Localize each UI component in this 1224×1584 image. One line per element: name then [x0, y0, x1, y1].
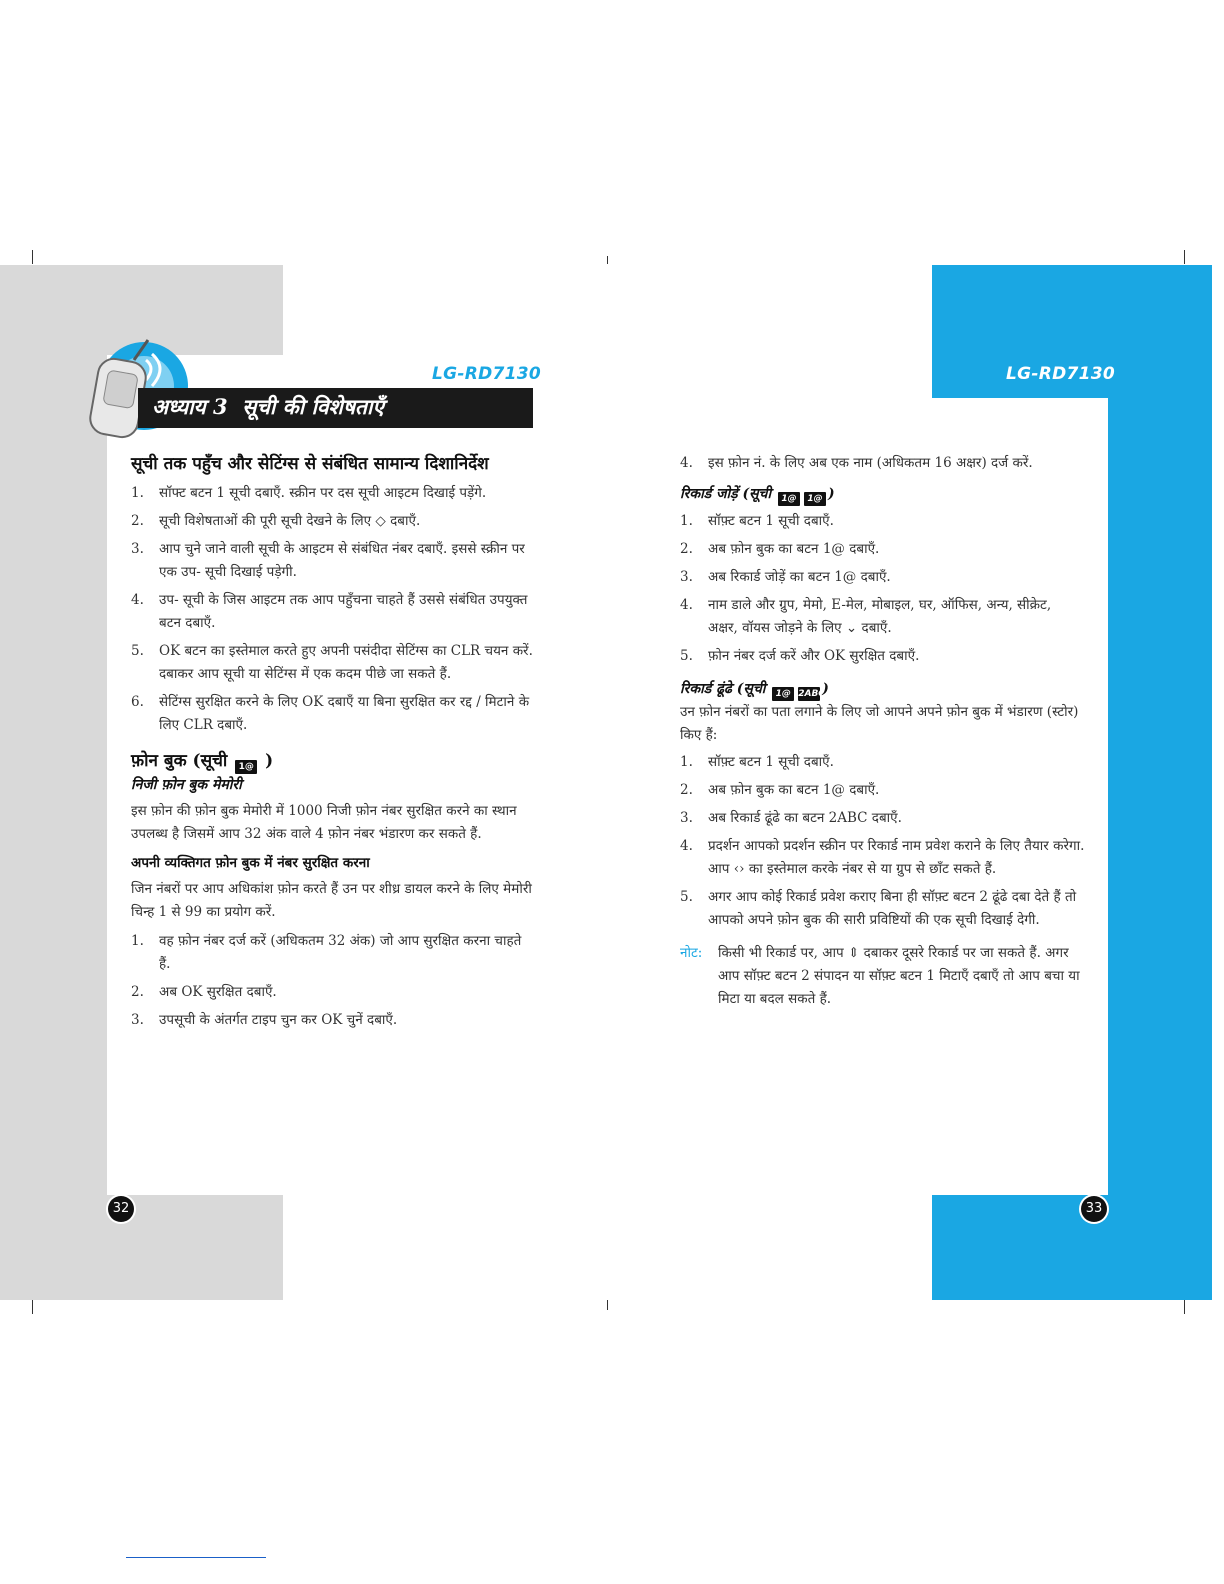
- key-1-icon: 1@: [778, 492, 800, 506]
- list-item: 4. प्रदर्शन आपको प्रदर्शन स्क्रीन पर रिकार्ड नाम प्रवेश कराने के लिए तैयार करेगा. आप ‹› का इस्तेमाल करके नंबर से या ग्रुप से छाँट सकते हैं.: [680, 838, 1085, 877]
- add-record-heading: रिकार्ड जोड़ें (सूची 1@ 1@ ): [680, 486, 835, 504]
- right-side-band: [1108, 398, 1212, 1300]
- model-label-right: LG-RD7130: [1006, 364, 1116, 384]
- crop-mark: [32, 250, 33, 264]
- crop-mark: [1184, 1300, 1185, 1314]
- chapter-title: अध्याय 3 सूची की विशेषताएँ: [152, 394, 384, 419]
- note-text: किसी भी रिकार्ड पर, आप ⇕ दबाकर दूसरे रिकार्ड पर जा सकते हैं. अगर आप सॉफ़्ट बटन 2 संपादन या सॉफ़्ट बटन 1 मिटाएँ दबाएँ तो आप बचा या मिटा या बदल सकते हैं.: [718, 945, 1080, 1007]
- list-item: 4. उप- सूची के जिस आइटम तक आप पहुँचना चाहते हैं उससे संबंधित उपयुक्त बटन दबाएँ.: [131, 592, 528, 631]
- list-item: 1. सॉफ्ट बटन 1 सूची दबाएँ. स्क्रीन पर दस सूची आइटम दिखाई पड़ेंगे.: [131, 485, 487, 501]
- list-item: 4. इस फ़ोन नं. के लिए अब एक नाम (अधिकतम 16 अक्षर) दर्ज करें.: [680, 455, 1033, 471]
- crop-mark: [1184, 250, 1185, 264]
- list-item: 3. अब रिकार्ड ढूंढे का बटन 2ABC दबाएँ.: [680, 810, 902, 826]
- chapter-title-bar: [138, 388, 533, 428]
- key-1-icon: 1@: [235, 760, 257, 774]
- continued-step-list: [680, 452, 1085, 475]
- list-item: 3. आप चुने जाने वाली सूची के आइटम से संबंधित नंबर दबाएँ. इससे स्क्रीन पर एक उप- सूची दिखाई पड़ेगी.: [131, 541, 525, 580]
- right-column: [680, 452, 1085, 1011]
- list-item: 3. अब रिकार्ड जोड़ें का बटन 1@ दबाएँ.: [680, 569, 891, 585]
- note-block: [680, 942, 1085, 1011]
- list-item: 6. सेटिंग्स सुरक्षित करने के लिए OK दबाएँ या बिना सुरक्षित कर रद्द / मिटाने के लिए CLR दबाएँ.: [131, 694, 530, 733]
- list-item: 1. सॉफ़्ट बटन 1 सूची दबाएँ.: [680, 513, 834, 529]
- key-1-icon: 1@: [772, 687, 794, 701]
- save-number-heading: अपनी व्यक्तिगत फ़ोन बुक में नंबर सुरक्षित करना: [131, 855, 370, 871]
- find-record-heading: रिकार्ड ढूंढे (सूची 1@ 2ABC): [680, 681, 829, 699]
- list-item: 5. अगर आप कोई रिकार्ड प्रवेश कराए बिना ही सॉफ़्ट बटन 2 ढूंढे दबा देते हैं तो आपको अपने फ़ोन बुक की सारी प्रविष्टियों की एक सूची दिखाई देगी.: [680, 889, 1077, 928]
- right-bottom-band: [932, 1195, 1212, 1300]
- list-item: 1. वह फ़ोन नंबर दर्ज करें (अधिकतम 32 अंक) जो आप सुरक्षित करना चाहते हैं.: [131, 933, 522, 972]
- note-label: नोट:: [680, 945, 703, 961]
- private-memory-heading: निजी फ़ोन बुक मेमोरी: [131, 777, 242, 793]
- list-item: 5. OK बटन का इस्तेमाल करते हुए अपनी पसंदीदा सेटिंग्स का CLR चयन करें. दबाकर आप सूची या सेटिंग्स में एक कदम पीछे जा सकते हैं.: [131, 643, 533, 682]
- list-item: 1. सॉफ़्ट बटन 1 सूची दबाएँ.: [680, 754, 834, 770]
- fold-mark: [607, 256, 608, 264]
- list-item: 5. फ़ोन नंबर दर्ज करें और OK सुरक्षित दबाएँ.: [680, 648, 920, 664]
- private-memory-text: इस फ़ोन की फ़ोन बुक मेमोरी में 1000 निजी फ़ोन नंबर सुरक्षित करने का स्थान उपलब्ध है जिसमें आप 32 अंक वाले 4 फ़ोन नंबर भंडारण कर सकते हैं.: [131, 803, 517, 842]
- list-item: 2. अब फ़ोन बुक का बटन 1@ दबाएँ.: [680, 782, 880, 798]
- model-label-left: LG-RD7130: [432, 364, 542, 384]
- save-steps-list: [131, 930, 534, 1032]
- key-2-icon: 2ABC: [798, 689, 825, 699]
- page-number-right: 33: [1081, 1196, 1107, 1222]
- save-number-text: जिन नंबरों पर आप अधिकांश फ़ोन करते हैं उन पर शीध्र डायल करने के लिए मेमोरी चिन्ह 1 से 99 का प्रयोग करें.: [131, 881, 532, 920]
- settings-steps-list: [131, 482, 534, 737]
- list-item: 2. अब OK सुरक्षित दबाएँ.: [131, 984, 277, 1000]
- page-number-left: 32: [108, 1196, 134, 1222]
- footer-rule: [126, 1557, 266, 1558]
- find-record-intro: उन फ़ोन नंबरों का पता लगाने के लिए जो आपने अपने फ़ोन बुक में भंडारण (स्टोर) किए हैं:: [680, 704, 1079, 743]
- list-item: 4. नाम डाले और ग्रुप, मेमो, E-मेल, मोबाइल, घर, ऑफिस, अन्य, सीक्रेट, अक्षर, वॉयस जोड़ने के लिए ⌄ दबाएँ.: [680, 597, 1052, 636]
- phonebook-heading: फ़ोन बुक (सूची 1@ ): [131, 751, 274, 772]
- list-item: 3. उपसूची के अंतर्गत टाइप चुन कर OK चुनें दबाएँ.: [131, 1012, 398, 1028]
- fold-mark: [607, 1300, 608, 1310]
- section-heading: सूची तक पहुँच और सेटिंग्स से संबंधित सामान्य दिशानिर्देश: [131, 454, 489, 474]
- list-item: 2. अब फ़ोन बुक का बटन 1@ दबाएँ.: [680, 541, 880, 557]
- list-item: 2. सूची विशेषताओं की पूरी सूची देखने के लिए ◇ दबाएँ.: [131, 513, 421, 529]
- key-1-icon: 1@: [804, 492, 826, 506]
- left-column: [131, 452, 534, 1037]
- add-record-steps: [680, 510, 1085, 668]
- find-record-steps: [680, 751, 1085, 932]
- crop-mark: [32, 1300, 33, 1314]
